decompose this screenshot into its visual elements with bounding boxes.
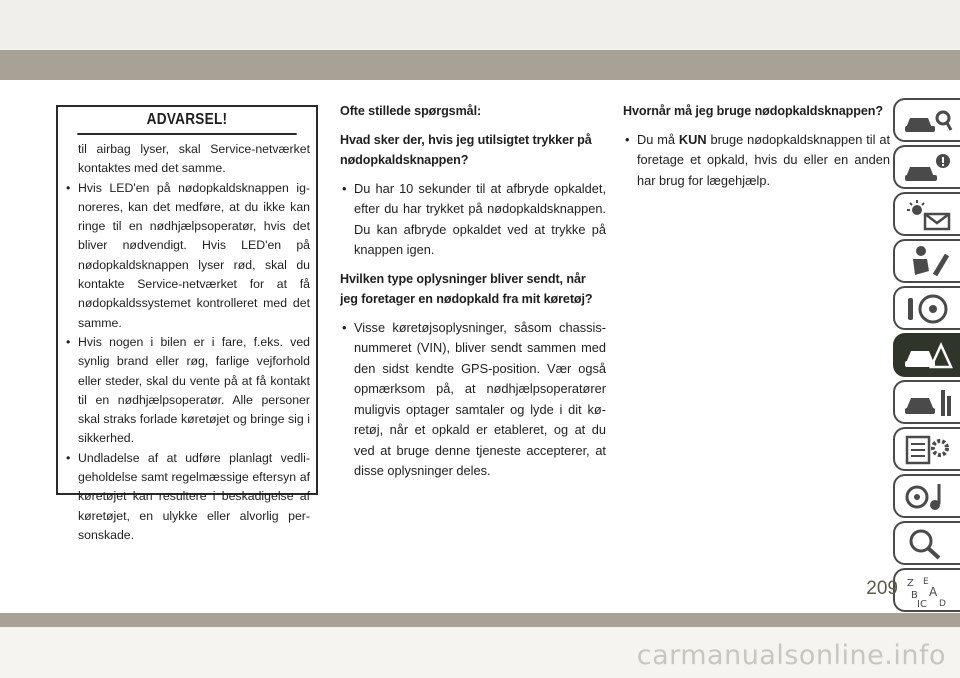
warning-body bbox=[58, 135, 316, 545]
specifications-gear-icon bbox=[903, 433, 953, 467]
warning-box bbox=[56, 105, 318, 542]
answer-emphasis: KUN bbox=[678, 131, 707, 147]
svg-text:D: D bbox=[939, 599, 946, 608]
svg-text:A: A bbox=[929, 585, 938, 599]
car-hazard-icon bbox=[903, 339, 953, 373]
warning-bullet: • Undladelse af at udføre planlagt vedli-geholdelse samt regelmæssige eftersyn af køretøjet kan resultere i beskadigelse af køretøjet, en ulykke eller alvorlig per-sonskade. bbox=[64, 449, 310, 545]
tab-multimedia[interactable] bbox=[893, 474, 960, 518]
tab-safety[interactable] bbox=[893, 239, 960, 283]
car-search-icon bbox=[903, 104, 953, 138]
faq-answer-3 bbox=[623, 130, 890, 192]
tab-index[interactable] bbox=[893, 568, 960, 612]
warning-list bbox=[64, 179, 310, 546]
faq-heading: Ofte stillede spørgsmål: bbox=[340, 104, 482, 118]
magnifier-icon bbox=[903, 527, 953, 561]
alphabet-index-icon bbox=[903, 574, 953, 608]
faq-question-1: Hvad sker der, hvis jeg utilsigtet trykker på nødopkaldsknappen? bbox=[340, 132, 592, 167]
tab-technical-specifications[interactable] bbox=[893, 427, 960, 471]
svg-text:B: B bbox=[911, 590, 918, 601]
multimedia-music-icon bbox=[903, 480, 953, 514]
faq-column bbox=[340, 101, 606, 482]
header-bar bbox=[0, 50, 960, 80]
svg-text:IC: IC bbox=[917, 599, 927, 608]
faq-question-3: Hvornår må jeg bruge nødopkaldsknappen? bbox=[623, 104, 883, 118]
seat-airbag-icon bbox=[903, 245, 953, 279]
faq-answer-3-list bbox=[623, 130, 890, 192]
svg-text:E: E bbox=[923, 577, 929, 587]
page-number: 209 bbox=[866, 578, 898, 599]
watermark: carmanualsonline.info bbox=[636, 640, 946, 671]
warning-bullet: • Hvis nogen i bilen er i fare, f.eks. ved synlig brand eller røg, farlige vejforhold eller steder, skal du vente på at få kontakt til en nødhjælpsoperatør. Alle personer skal straks forlade køretøjet og bringe sig i sikkerhed. bbox=[64, 333, 310, 449]
faq-answer-1-list bbox=[340, 179, 606, 261]
tab-customer-assistance[interactable] bbox=[893, 521, 960, 565]
footer-bar bbox=[0, 613, 960, 627]
warning-title: ADVARSEL! bbox=[77, 107, 296, 135]
answer-prefix: Du må bbox=[637, 131, 676, 147]
faq-answer-2-list bbox=[340, 318, 606, 482]
tab-in-case-of-emergency[interactable] bbox=[893, 333, 960, 377]
steering-key-icon bbox=[903, 292, 953, 326]
faq-column-right bbox=[623, 101, 890, 191]
faq-question-2: Hvilken type oplysninger bliver sendt, når jeg foretager en nødopkald fra mit køretøj? bbox=[340, 271, 593, 306]
car-tools-icon bbox=[903, 386, 953, 420]
car-info-icon bbox=[903, 151, 953, 185]
answer-suffix: bruge nødopkaldsknappen til at foretage et opkald, hvis du eller en anden har brug for lægehjælp. bbox=[637, 131, 890, 188]
faq-answer-1: • Du har 10 sekunder til at afbryde opkaldet, efter du har trykket på nødopkaldsknappen. Du kan afbryde opkaldet ved at trykke på knappen igen. bbox=[340, 179, 606, 261]
tab-starting-operating[interactable] bbox=[893, 286, 960, 330]
warning-bullet: • Hvis LED'en på nødopkaldsknappen ig-noreres, kan det medføre, at du ikke kan ringe til en nødhjælpsoperatør, hvis det bliver nødvendigt. Hvis LED'en på nødopkaldsknappen lyser rød, skal du kontakte Service-netværket for at få nødopkaldssystemet kontrolleret med det samme. bbox=[64, 179, 310, 333]
warning-continuation: til airbag lyser, skal Service-netværket kontaktes med det samme. bbox=[78, 142, 310, 176]
tab-getting-to-know-vehicle[interactable] bbox=[893, 98, 960, 142]
tab-warning-lights[interactable] bbox=[893, 192, 960, 236]
warning-lights-message-icon bbox=[903, 198, 953, 232]
tab-dashboard[interactable] bbox=[893, 145, 960, 189]
top-margin bbox=[0, 0, 960, 50]
tab-servicing-maintenance[interactable] bbox=[893, 380, 960, 424]
svg-text:Z: Z bbox=[907, 578, 914, 589]
faq-answer-2: • Visse køretøjsoplysninger, såsom chassis-nummeret (VIN), bliver sendt sammen med den sidst kendte GPS-position. Vær også opmærksom på, at nødhjælpsoperatører muligvis optager samtaler og lyde i dit kø-retøj, når et opkald er etableret, og at du ved at bruge denne tjeneste accepterer, at disse oplysninger deles. bbox=[340, 318, 606, 482]
